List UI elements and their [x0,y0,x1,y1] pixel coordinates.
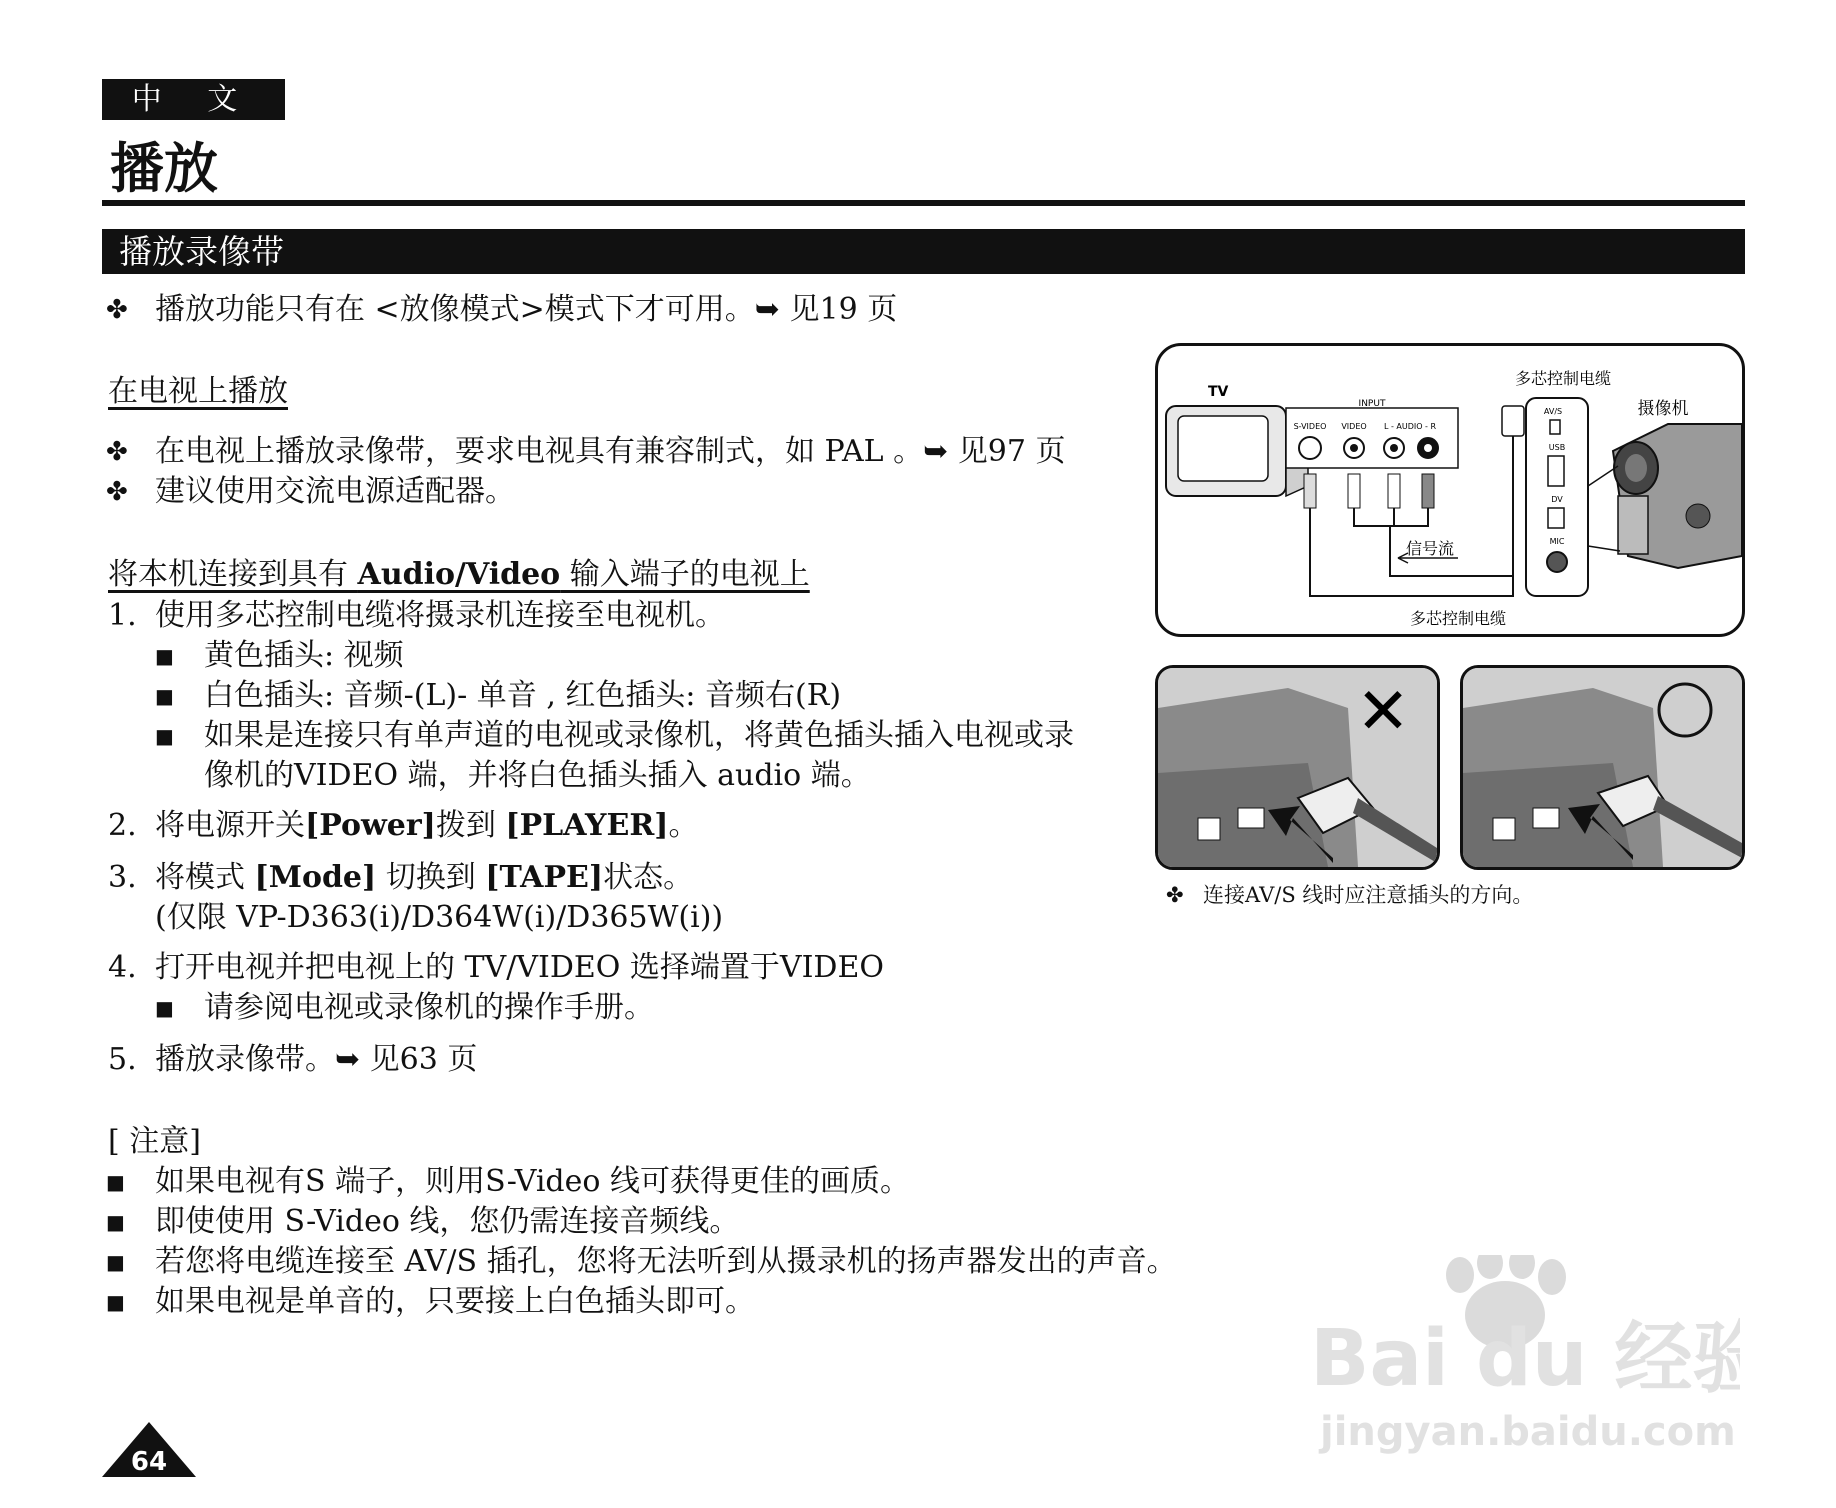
usb-label: USB [1548,443,1566,452]
step-3-text: 将模式 [Mode] 切换到 [TAPE]状态。 [155,860,694,895]
dv-label: DV [1551,495,1563,504]
intro-text: 播放功能只有在 <放像模式>模式下才可用。➥ 见19 页 [155,292,898,327]
audio-label: L - AUDIO - R [1383,422,1437,431]
sub-bullet-icon: ■ [155,644,174,668]
step-1-text: 使用多芯控制电缆将摄录机连接至电视机。 [155,598,725,633]
step-number: 1. [108,598,137,633]
wrong-connection-photo [1155,665,1440,870]
camcorder-label: 摄像机 [1637,399,1689,419]
step-1-sub-1: 黄色插头: 视频 [204,638,404,673]
step-number: 5. [108,1042,137,1077]
mic-label: MIC [1549,537,1565,546]
correct-connection-photo [1460,665,1745,870]
input-label: INPUT [1358,399,1386,409]
intro-bullet-icon: ✤ [106,295,128,325]
watermark [1300,1255,1740,1455]
note-bullet-icon: ■ [106,1250,125,1274]
notes-heading: [ 注意] [108,1124,201,1159]
sub-bullet-icon: ■ [155,996,174,1020]
step-1-sub-3: 如果是连接只有单声道的电视或录像机，将黄色插头插入电视或录 [204,718,1074,753]
signal-flow-label: 信号流 [1405,539,1455,558]
sub-bullet-icon: ■ [155,684,174,708]
note-item: 即使使用 S-Video 线，您仍需连接音频线。 [155,1204,740,1239]
note-bullet-icon: ■ [106,1170,125,1194]
video-label: VIDEO [1341,422,1367,431]
section-title: 播放录像带 [102,229,1745,274]
step-2-text: 将电源开关[Power]拨到 [PLAYER]。 [155,808,699,843]
camcorder-icon [1613,424,1742,568]
sub-bullet-icon: ■ [155,724,174,748]
note-bullet-icon: ■ [106,1290,125,1314]
cable-bottom-label: 多芯控制电缆 [1409,609,1507,628]
bullet-icon: ✤ [106,437,128,467]
watermark-url: jingyan.baidu.com [1320,1409,1736,1455]
step-1-sub-3-cont: 像机的VIDEO 端，并将白色插头插入 audio 端。 [204,758,871,793]
watermark-brand: Bai du 经验 [1310,1314,1740,1404]
step-number: 2. [108,808,137,843]
svideo-label: S-VIDEO [1293,422,1327,431]
tv-bullet-1: 在电视上播放录像带，要求电视具有兼容制式，如 PAL 。➥ 见97 页 [155,434,1066,469]
step-5-text: 播放录像带。➥ 见63 页 [155,1042,478,1077]
tv-label: TV [1208,384,1229,400]
wrong-mark-icon: ✕ [1356,675,1410,749]
step-4-text: 打开电视并把电视上的 TV/VIDEO 选择端置于VIDEO [155,950,884,985]
step-number: 4. [108,950,137,985]
step-4-sub-1: 请参阅电视或录像机的操作手册。 [204,990,654,1025]
title-rule [102,200,1745,206]
note-item: 若您将电缆连接至 AV/S 插孔，您将无法听到从摄录机的扬声器发出的声音。 [155,1244,1177,1279]
photo-caption: 连接AV/S 线时应注意插头的方向。 [1203,883,1534,907]
bullet-icon: ✤ [106,477,128,507]
tv-playback-heading: 在电视上播放 [108,374,288,409]
page-number [102,1422,196,1477]
cable-top-label: 多芯控制电缆 [1514,369,1612,388]
note-item: 如果电视是单音的，只要接上白色插头即可。 [155,1284,755,1319]
page-title: 播放 [110,137,218,200]
caption-bullet-icon: ✤ [1166,883,1184,907]
step-number: 3. [108,860,137,895]
language-tab: 中 文 [102,79,285,120]
step-3-models: (仅限 VP-D363(i)/D364W(i)/D365W(i)) [155,900,724,935]
avs-label: AV/S [1543,407,1563,416]
tv-bullet-2: 建议使用交流电源适配器。 [155,474,515,509]
step-1-sub-2: 白色插头: 音频-(L)- 单音 , 红色插头: 音频右(R) [204,678,842,713]
connect-heading: 将本机连接到具有 Audio/Video 输入端子的电视上 [108,557,810,592]
connection-diagram [1155,343,1745,637]
note-item: 如果电视有S 端子，则用S-Video 线可获得更佳的画质。 [155,1164,910,1199]
page-number-text: 64 [130,1447,168,1477]
note-bullet-icon: ■ [106,1210,125,1234]
